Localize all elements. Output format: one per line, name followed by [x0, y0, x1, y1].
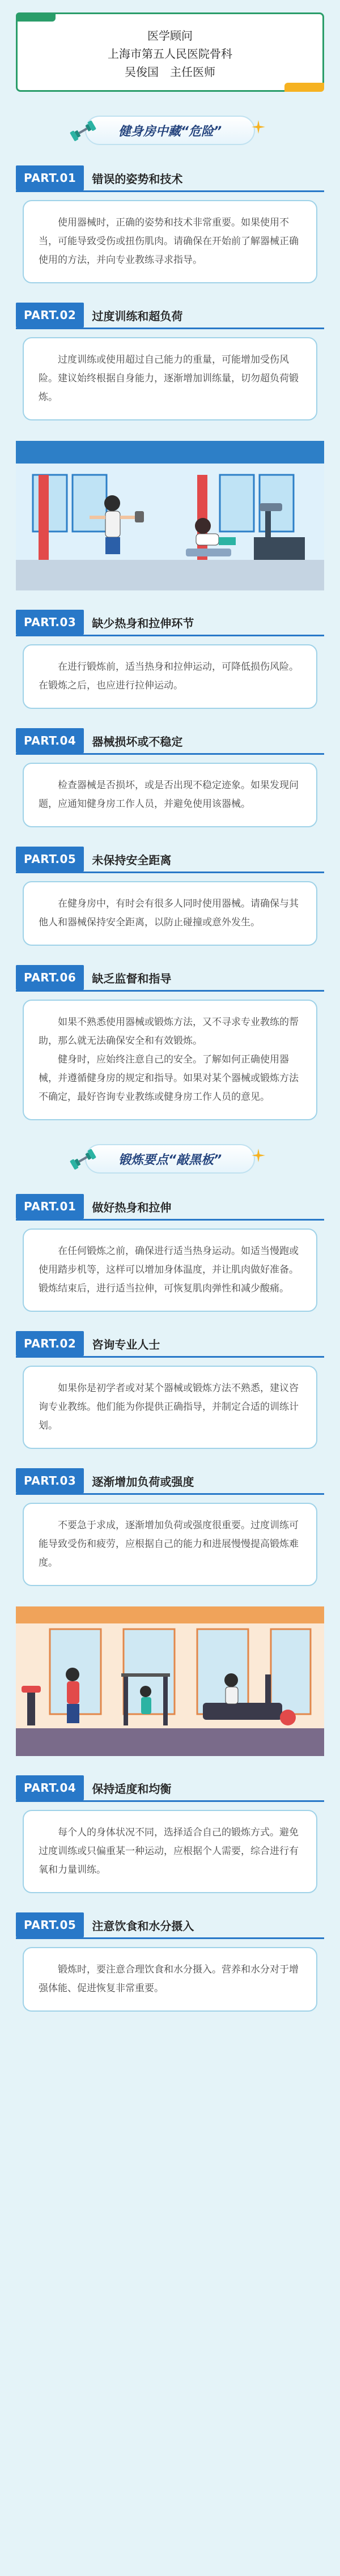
danger-part-06: [0, 965, 340, 1120]
section-title-pill: 锻炼要点“敲黑板”: [85, 1144, 255, 1174]
danger-part-04: [0, 728, 340, 827]
tip-part-01: [0, 1194, 340, 1312]
header-green-tab-decoration: [16, 12, 56, 22]
part-label: PART.02: [16, 1331, 84, 1356]
part-body-paragraph: 在任何锻炼之前，确保进行适当热身运动。如适当慢跑或使用踏步机等，这样可以增加身体温度，并让肌肉做好准备。锻炼结束后，进行适当拉伸，可恢复肌肉弹性和减少酸痛。: [39, 1246, 299, 1294]
article-page: [0, 12, 340, 2034]
part-title: 注意饮食和水分摄入: [92, 1919, 194, 1933]
part-body-paragraph: 在进行锻炼前，适当热身和拉伸运动，可降低损伤风险。在锻炼之后，也应进行拉伸运动。: [39, 661, 299, 691]
part-body-card: [23, 881, 317, 946]
part-underline: [16, 1800, 324, 1802]
part-label: PART.05: [16, 847, 84, 872]
part-title: 保持适度和均衡: [92, 1782, 172, 1796]
part-underline: [16, 1356, 324, 1358]
part-underline: [16, 872, 324, 873]
part-title: 器械损坏或不稳定: [92, 734, 183, 749]
danger-part-05: [0, 847, 340, 946]
section-title-pill: 健身房中藏“危险”: [85, 116, 255, 145]
part-underline: [16, 1493, 324, 1495]
part-body-paragraph: 锻炼时，要注意合理饮食和水分摄入。营养和水分对于增强体能、促进恢复非常重要。: [39, 1964, 299, 1994]
gym-illustration-1: [16, 441, 324, 590]
part-underline: [16, 1937, 324, 1939]
part-body-paragraph: 如果你是初学者或对某个器械或锻炼方法不熟悉，建议咨询专业教练。他们能为你提供正确指导，并制定合适的训练计划。: [39, 1383, 299, 1431]
tip-part-03: [0, 1468, 340, 1586]
gym-scene-image: [16, 441, 324, 590]
tip-part-02: [0, 1331, 340, 1449]
part-body-card: [23, 337, 317, 420]
part-label: PART.06: [16, 965, 84, 990]
part-body-card: [23, 1810, 317, 1893]
dumbbell-icon: [67, 117, 99, 144]
part-body-paragraph: 使用器械时，正确的姿势和技术非常重要。如果使用不当，可能导致受伤或扭伤肌肉。请确保在开始前了解器械正确使用的方法，并向专业教练寻求指导。: [39, 217, 299, 266]
part-underline: [16, 1219, 324, 1221]
part-label: PART.03: [16, 1468, 84, 1493]
part-label: PART.04: [16, 1775, 84, 1800]
part-underline: [16, 328, 324, 329]
part-title: 未保持安全距离: [92, 853, 172, 867]
part-underline: [16, 190, 324, 192]
part-body-card: [23, 200, 317, 283]
part-body-card: [23, 1366, 317, 1449]
gym-illustration-2: [16, 1606, 324, 1756]
part-body-card: [23, 1947, 317, 2012]
part-body-paragraph: 过度训练或使用超过自己能力的重量，可能增加受伤风险。建议始终根据自身能力，逐渐增加训练量，切勿超负荷锻炼。: [39, 354, 299, 403]
sparkle-icon: [250, 119, 266, 135]
part-body-card: [23, 1229, 317, 1312]
advisor-role: 医学顾问: [147, 29, 193, 42]
part-body-card: [23, 1503, 317, 1586]
part-title: 错误的姿势和技术: [92, 172, 183, 186]
part-body-card: [23, 1000, 317, 1120]
advisor-header-card: [16, 12, 324, 92]
part-title: 过度训练和超负荷: [92, 309, 183, 323]
danger-part-02: [0, 303, 340, 420]
part-body-paragraph: 每个人的身体状况不同，选择适合自己的锻炼方式。避免过度训练或只偏重某一种运动，应根据个人需要，综合进行有氧和力量训练。: [39, 1827, 299, 1876]
part-label: PART.05: [16, 1912, 84, 1937]
part-underline: [16, 990, 324, 992]
danger-part-03: [0, 610, 340, 709]
part-label: PART.04: [16, 728, 84, 753]
tip-part-05: [0, 1912, 340, 2012]
part-underline: [16, 753, 324, 755]
tip-part-04: [0, 1775, 340, 1893]
section-title-key-points: [68, 1143, 272, 1175]
advisor-name-title: 吴俊国 主任医师: [125, 65, 215, 79]
header-yellow-tab-decoration: [284, 83, 324, 92]
part-title: 咨询专业人士: [92, 1337, 160, 1351]
advisor-info: [18, 27, 322, 81]
part-title: 做好热身和拉伸: [92, 1200, 172, 1214]
advisor-hospital: 上海市第五人民医院骨科: [108, 47, 232, 61]
part-title: 逐渐增加负荷或强度: [92, 1474, 194, 1489]
section-title-dangers: [68, 114, 272, 146]
part-label: PART.01: [16, 165, 84, 190]
part-body-card: [23, 763, 317, 827]
part-title: 缺少热身和拉伸环节: [92, 616, 194, 630]
part-label: PART.03: [16, 610, 84, 635]
part-body-paragraph: 在健身房中，有时会有很多人同时使用器械。请确保与其他人和器械保持安全距离，以防止碰撞或意外发生。: [39, 898, 299, 928]
danger-part-01: [0, 165, 340, 283]
part-body-paragraph: 检查器械是否损坏，或是否出现不稳定迹象。如果发现问题，应通知健身房工作人员，并避免使用该器械。: [39, 780, 299, 810]
part-body-card: [23, 644, 317, 709]
dumbbell-icon: [67, 1145, 99, 1172]
sparkle-icon: [250, 1147, 266, 1163]
part-underline: [16, 635, 324, 636]
part-body-paragraph: 不要急于求成，逐渐增加负荷或强度很重要。过度训练可能导致受伤和疲劳，应根据自己的能力和进展慢慢提高锻炼难度。: [39, 1520, 299, 1568]
part-label: PART.01: [16, 1194, 84, 1219]
part-body-paragraph: 健身时，应始终注意自己的安全。了解如何正确使用器械，并遵循健身房的规定和指导。如果对某个器械或锻炼方法不确定，最好咨询专业教练或健身房工作人员的意见。: [39, 1054, 299, 1103]
part-label: PART.02: [16, 303, 84, 328]
gym-scene-image: [16, 1606, 324, 1756]
part-title: 缺乏监督和指导: [92, 971, 172, 985]
part-body-paragraph: 如果不熟悉使用器械或锻炼方法，又不寻求专业教练的帮助，那么就无法确保安全和有效锻炼。: [39, 1017, 299, 1047]
